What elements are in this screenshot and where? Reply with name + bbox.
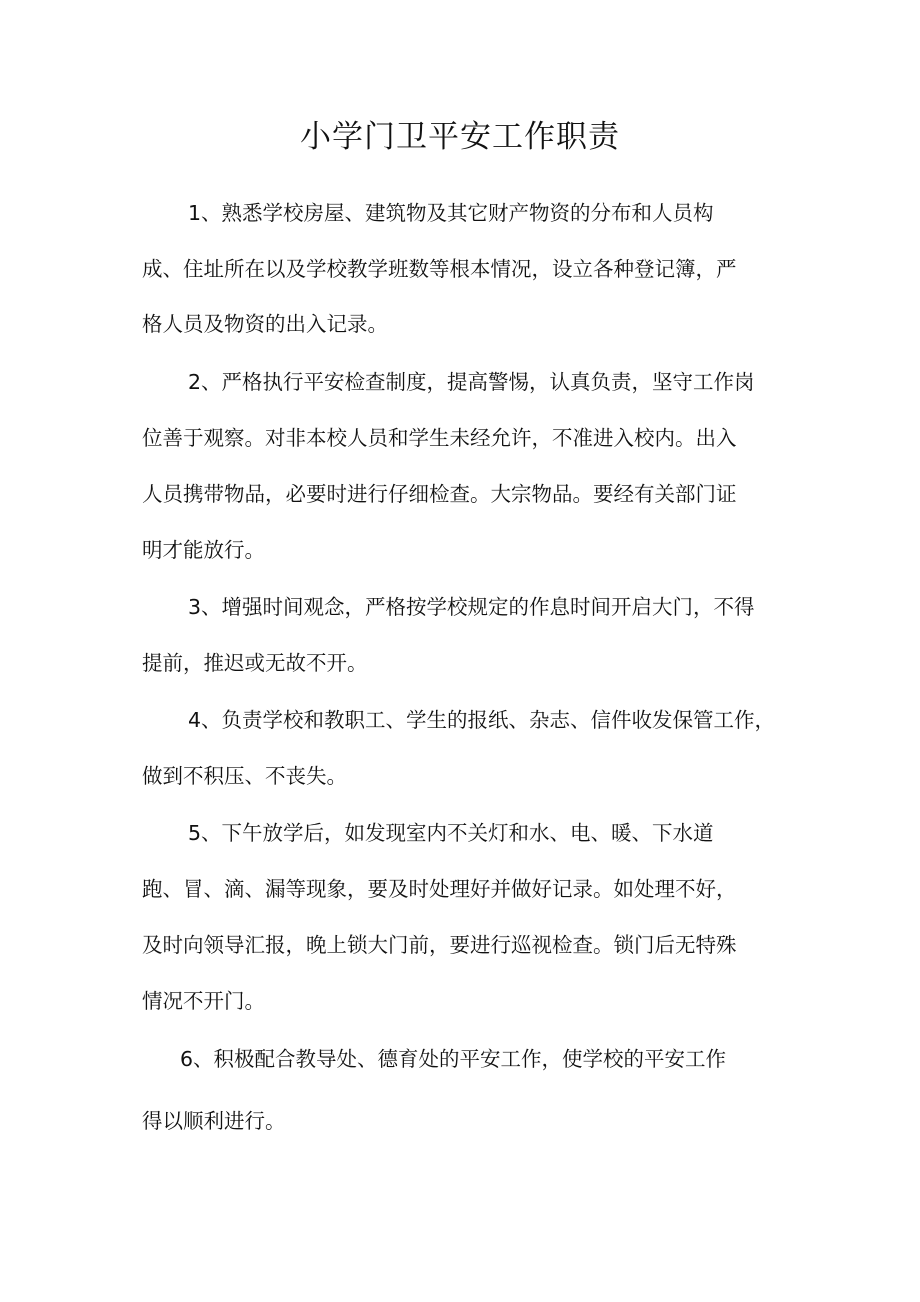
paragraph-3-line-2: 提前，推迟或无故不开。 bbox=[142, 651, 368, 675]
paragraph-6-line-1: 6、积极配合教导处、德育处的平安工作，使学校的平安工作 bbox=[180, 1047, 727, 1071]
paragraph-4-line-2: 做到不积压、不丧失。 bbox=[142, 764, 347, 788]
paragraph-2-line-3: 人员携带物品，必要时进行仔细检查。大宗物品。要经有关部门证 bbox=[142, 482, 737, 506]
paragraph-5-line-4: 情况不开门。 bbox=[142, 989, 265, 1013]
document-title: 小学门卫平安工作职责 bbox=[300, 119, 620, 155]
paragraph-1-line-2: 成、住址所在以及学校教学班数等根本情况，设立各种登记簿，严 bbox=[142, 257, 737, 281]
paragraph-1-line-1: 1、熟悉学校房屋、建筑物及其它财产物资的分布和人员构 bbox=[188, 201, 714, 225]
paragraph-2-line-1: 2、严格执行平安检查制度，提高警惕，认真负责，坚守工作岗 bbox=[188, 370, 755, 394]
paragraph-2-line-2: 位善于观察。对非本校人员和学生未经允许，不准进入校内。出入 bbox=[142, 426, 737, 450]
paragraph-6-line-2: 得以顺利进行。 bbox=[142, 1109, 286, 1133]
paragraph-5-line-1: 5、下午放学后，如发现室内不关灯和水、电、暖、下水道 bbox=[188, 821, 714, 845]
paragraph-4-line-1: 4、负责学校和教职工、学生的报纸、杂志、信件收发保管工作， bbox=[188, 708, 776, 732]
paragraph-2-line-4: 明才能放行。 bbox=[142, 538, 265, 562]
paragraph-5-line-2: 跑、冒、滴、漏等现象，要及时处理好并做好记录。如处理不好， bbox=[142, 877, 737, 901]
paragraph-1-line-3: 格人员及物资的出入记录。 bbox=[142, 312, 388, 336]
paragraph-5-line-3: 及时向领导汇报，晚上锁大门前，要进行巡视检查。锁门后无特殊 bbox=[142, 933, 737, 957]
paragraph-3-line-1: 3、增强时间观念，严格按学校规定的作息时间开启大门，不得 bbox=[188, 595, 755, 619]
